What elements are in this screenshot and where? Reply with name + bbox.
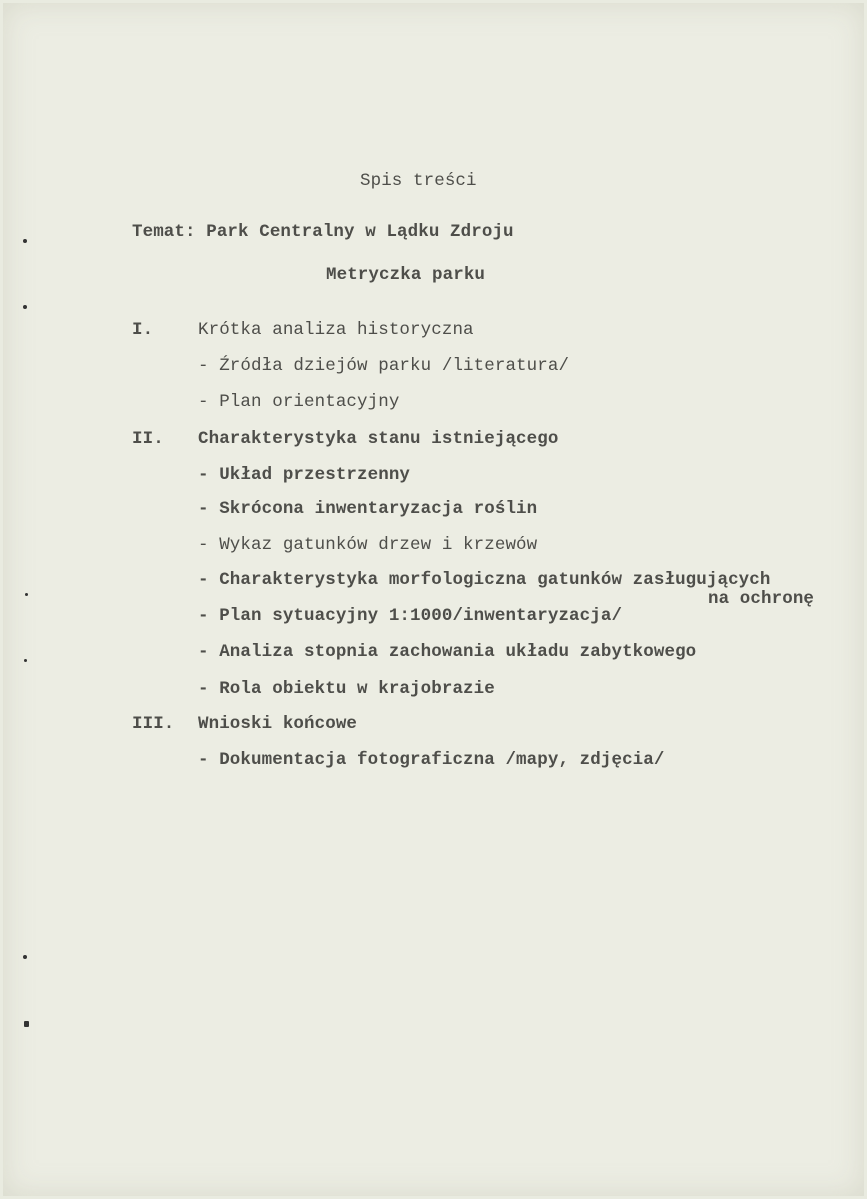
toc-item-continuation: na ochronę bbox=[708, 589, 815, 609]
subtitle: Metryczka parku bbox=[326, 265, 486, 285]
binding-hole-mark bbox=[23, 305, 27, 309]
section-numeral: II. bbox=[132, 429, 164, 449]
toc-item: - Skrócona inwentaryzacja roślin bbox=[198, 499, 538, 519]
binding-hole-mark bbox=[24, 659, 27, 662]
binding-hole-mark bbox=[23, 955, 27, 959]
section-numeral: I. bbox=[132, 320, 154, 340]
toc-item: - Dokumentacja fotograficzna /mapy, zdjęcia/ bbox=[198, 750, 665, 770]
binding-hole-mark bbox=[24, 1021, 29, 1027]
page-title: Spis treści bbox=[360, 171, 477, 191]
toc-item: - Plan sytuacyjny 1:1000/inwentaryzacja/ bbox=[198, 606, 623, 626]
binding-hole-mark bbox=[25, 593, 28, 596]
binding-hole-mark bbox=[23, 239, 27, 243]
section-heading: Charakterystyka stanu istniejącego bbox=[198, 429, 559, 449]
document-page bbox=[3, 3, 864, 1196]
toc-item: - Układ przestrzenny bbox=[198, 465, 411, 485]
topic-line: Temat: Park Centralny w Lądku Zdroju bbox=[132, 222, 514, 242]
section-numeral: III. bbox=[132, 714, 175, 734]
toc-item: - Rola obiektu w krajobrazie bbox=[198, 679, 495, 699]
toc-item: - Źródła dziejów parku /literatura/ bbox=[198, 356, 570, 376]
toc-item: - Plan orientacyjny bbox=[198, 392, 400, 412]
toc-item: - Wykaz gatunków drzew i krzewów bbox=[198, 535, 538, 555]
section-heading: Wnioski końcowe bbox=[198, 714, 358, 734]
toc-item: - Charakterystyka morfologiczna gatunków zasługujących bbox=[198, 570, 771, 590]
toc-item: - Analiza stopnia zachowania układu zabytkowego bbox=[198, 642, 697, 662]
section-heading: Krótka analiza historyczna bbox=[198, 320, 474, 340]
